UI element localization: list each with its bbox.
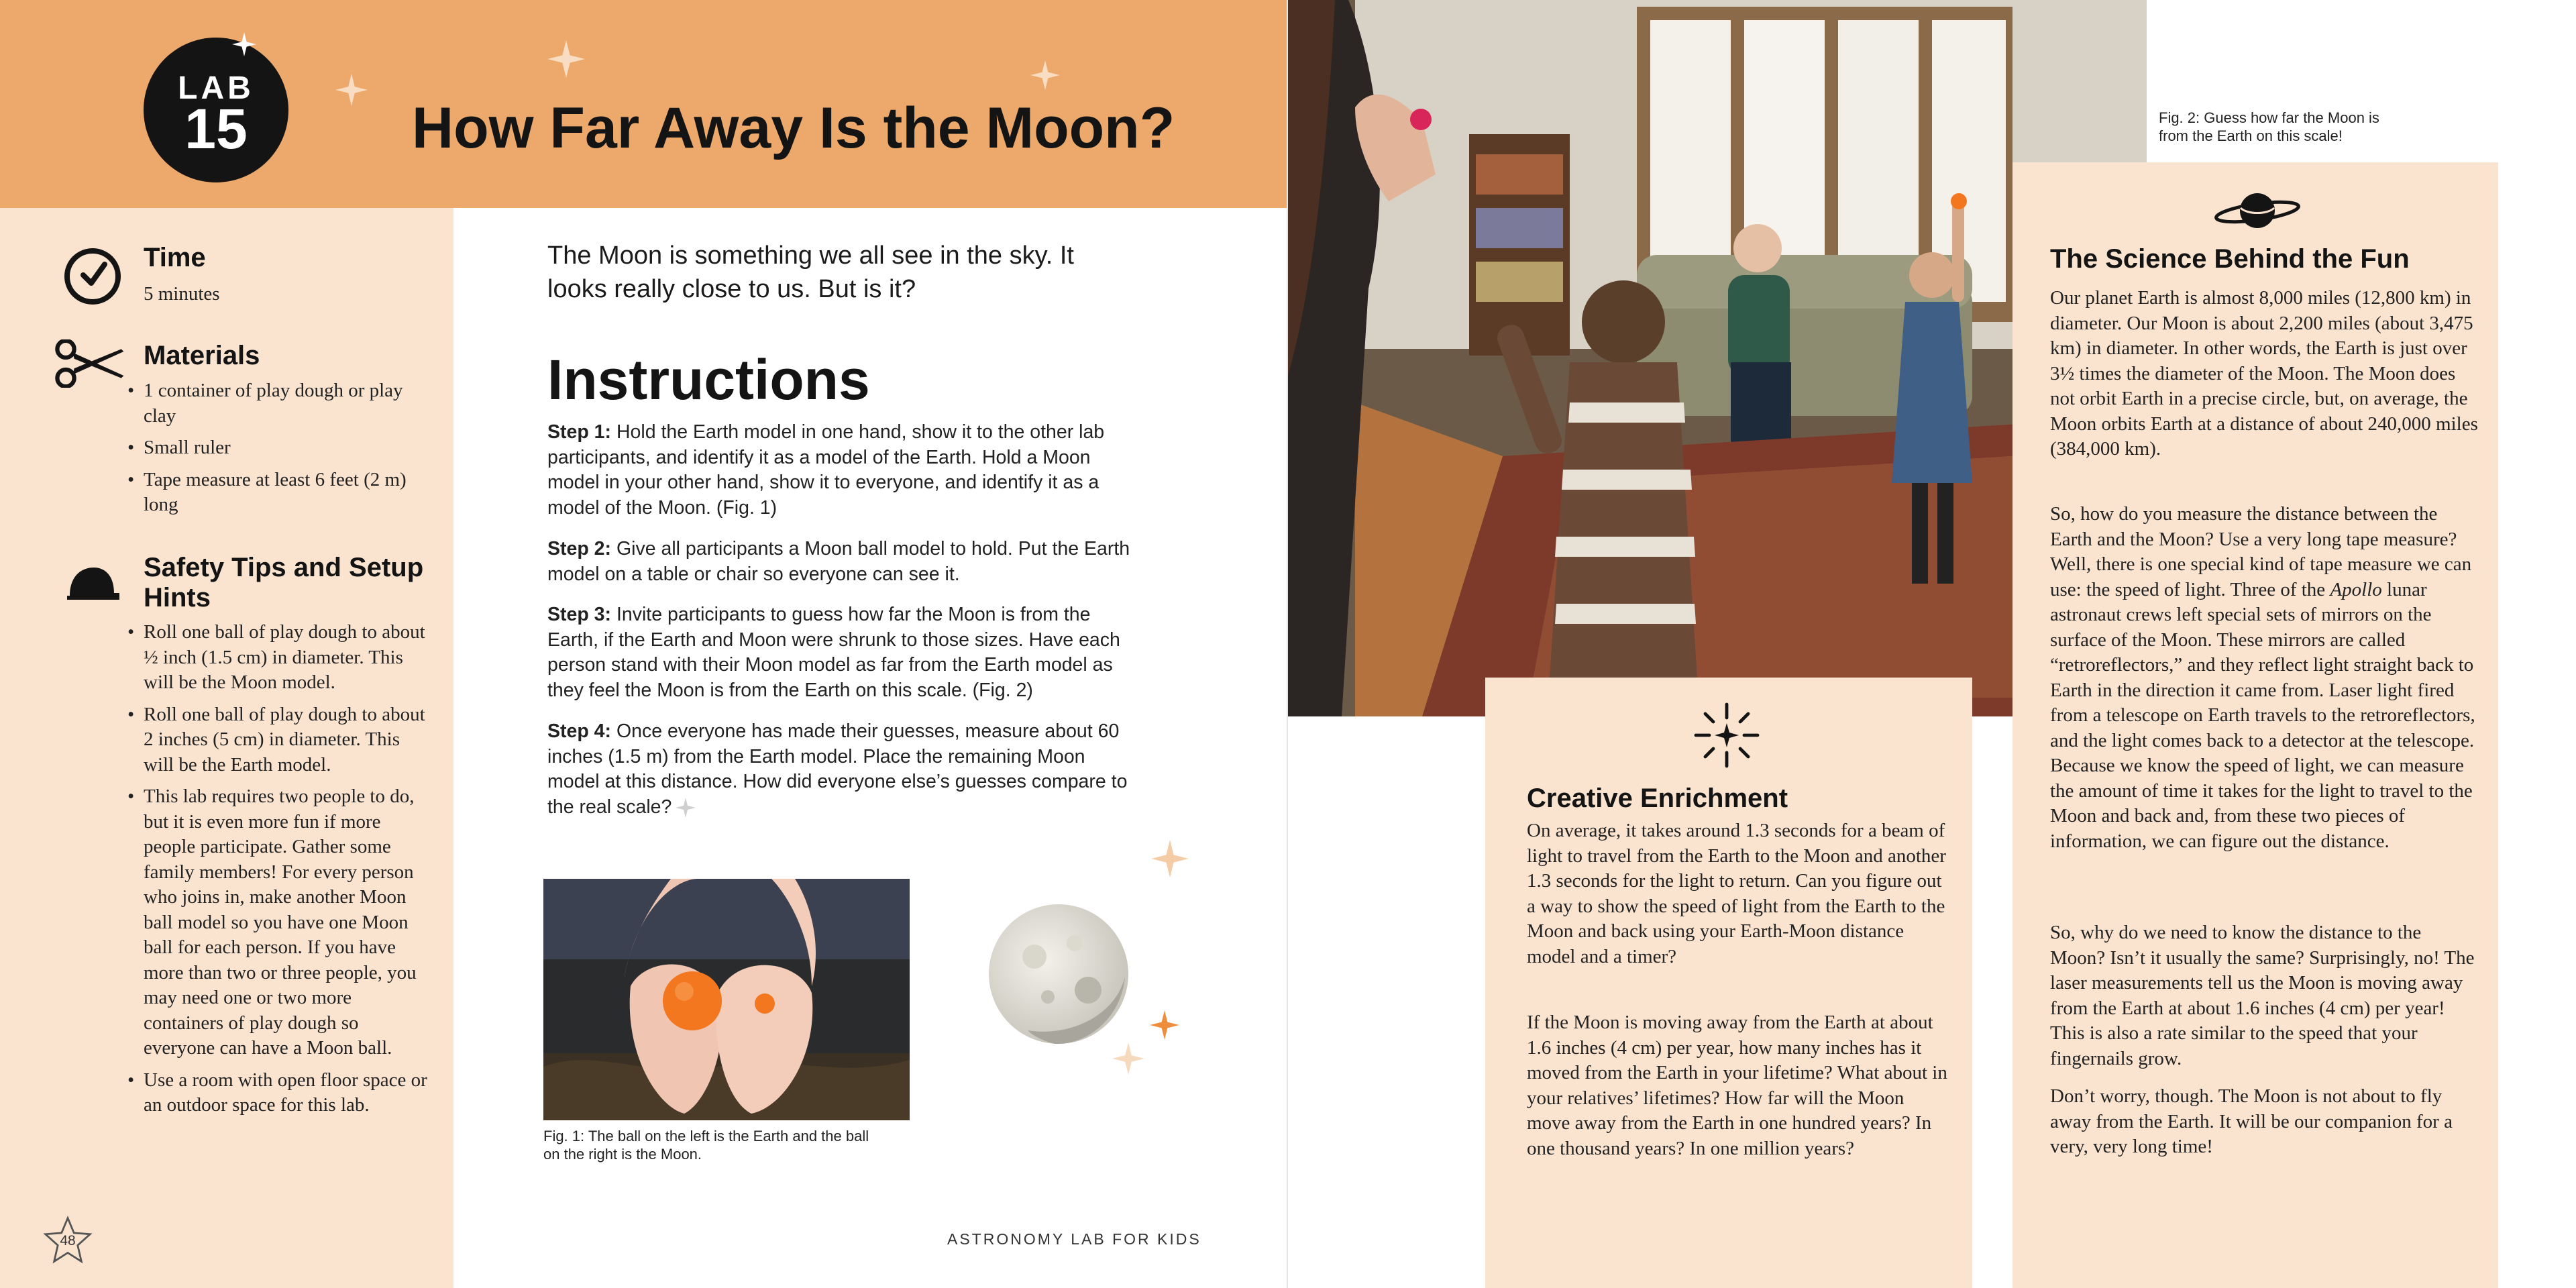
hands-with-play-dough-image — [543, 879, 910, 1120]
step-label: Step 4: — [547, 720, 612, 742]
list-item: • Tape measure at least 6 feet (2 m) long — [126, 468, 435, 518]
time-value: 5 minutes — [144, 283, 220, 305]
book-footer: ASTRONOMY LAB FOR KIDS — [947, 1230, 1201, 1248]
science-text: So, how do you measure the distance between the Earth and the Moon? Use a very long tape measure? Well, there is one special kind of tape measure we can use: the speed of light. Three of the — [2050, 503, 2472, 600]
creative-enrichment-box — [1485, 678, 1972, 1288]
hard-hat-icon — [64, 564, 121, 604]
moon-illustration — [987, 903, 1130, 1045]
step-text: Invite participants to guess how far the Moon is from the Earth, if the Earth and Moon were shrunk to those sizes. Have each person stand with their Moon model as far from the Earth model as they feel the Moon is from the Earth on this scale. (Fig. 2) — [547, 604, 1120, 701]
enrichment-paragraph: If the Moon is moving away from the Earth at about 1.6 inches (4 cm) per year, how many inches has it moved from the Earth in your lifetime? What about in your relatives’ lifetimes? How far will the Moon move away from the Earth in one hundred years? In one thousand years? In one million years? — [1527, 1012, 1947, 1159]
intro-text: The Moon is something we all see in the sky. It looks really close to us. But is it? — [547, 241, 1074, 303]
list-item: • 1 container of play dough or play clay — [126, 378, 435, 429]
safety-list — [126, 620, 435, 1125]
science-paragraph: Our planet Earth is almost 8,000 miles (12,800 km) in diameter. Our Moon is about 2,200 miles (about 3,475 km) in diameter. In other words, the Earth is just over 3½ times the diameter of the Moon. The Moon does not orbit Earth in a precise circle, but, on average, the Moon orbits Earth at a distance of about 240,000 miles (384,000 km). — [2050, 287, 2478, 460]
clock-icon — [62, 246, 123, 307]
starburst-icon — [1693, 702, 1760, 769]
page-title: How Far Away Is the Moon? — [412, 96, 1175, 160]
right-page — [1288, 0, 2576, 1288]
list-item: • Roll one ball of play dough to about 2 inches (5 cm) in diameter. This will be the Earth model. — [126, 702, 435, 778]
scissors-icon — [54, 339, 126, 388]
sparkle-icon — [232, 32, 256, 56]
time-heading: Time — [144, 243, 206, 272]
sparkle-icon — [335, 74, 368, 106]
step-4 — [547, 719, 1131, 820]
list-item: • This lab requires two people to do, but it is even more fun if more people participate. Gather some family members! For every person who joins in, make another Moon ball model so you have one Moon ball for each person. If you have more than two or three people, you may need one or two more containers of play dough so everyone can have a Moon ball. — [126, 784, 435, 1061]
header-band — [0, 0, 1288, 208]
list-item: • Small ruler — [126, 435, 435, 461]
materials-list — [126, 378, 435, 525]
safety-heading: Safety Tips and Setup Hints — [144, 553, 424, 612]
step-label: Step 3: — [547, 604, 612, 625]
enrichment-paragraph: On average, it takes around 1.3 seconds for a beam of light to travel from the Earth to the Moon and another 1.3 seconds for the light to return. Can you figure out a way to show the speed of light from the Earth to the Moon and back using your Earth-Moon distance model and a timer? — [1527, 820, 1946, 967]
sidebar — [0, 208, 453, 1288]
list-item: • Use a room with open floor space or an outdoor space for this lab. — [126, 1068, 435, 1118]
science-paragraph: So, why do we need to know the distance to the Moon? Isn’t it usually the same? Surprisingly, no! The laser measurements tell us the Moon is moving away from the Earth at about 1.6 inches (4 cm) per year! This is also a rate similar to the speed that your fingernails grow. — [2050, 922, 2475, 1069]
lab-badge — [144, 38, 288, 182]
step-2 — [547, 537, 1131, 587]
science-paragraph — [2050, 502, 2479, 854]
science-heading: The Science Behind the Fun — [2050, 244, 2410, 274]
sparkle-icon — [1112, 1042, 1144, 1075]
page-number: 48 — [60, 1233, 76, 1248]
science-box — [2012, 162, 2498, 1288]
page-number-badge — [43, 1216, 93, 1265]
fig2-caption: Fig. 2: Guess how far the Moon is from the Earth on this scale! — [2159, 109, 2379, 144]
science-text: lunar astronaut crews left special sets of mirrors on the surface of the Moon. These mirrors are called “retroreflectors,” and they reflect light straight back to Earth in the direction it came from. Laser light fired from a telescope on Earth travels to the retroreflectors, and the light comes back to a detector at the telescope. Because we know the speed of light, we can measure the amount of time it takes for the light to travel to the Moon and back and, from these two pieces of information, we can figure out the distance. — [2050, 578, 2475, 852]
ringed-planet-icon — [2214, 182, 2301, 239]
list-item: • Roll one ball of play dough to about ½ inch (1.5 cm) in diameter. This will be the Moon model. — [126, 620, 435, 696]
sparkle-icon — [1150, 1010, 1179, 1040]
enrichment-heading: Creative Enrichment — [1527, 784, 1788, 813]
step-label: Step 1: — [547, 421, 612, 443]
sparkle-icon — [547, 40, 585, 78]
science-paragraph: Don’t worry, though. The Moon is not about to fly away from the Earth. It will be our companion for a very, very long time! — [2050, 1085, 2453, 1157]
step-1 — [547, 420, 1131, 521]
lab-badge-number: 15 — [184, 97, 248, 160]
step-3 — [547, 602, 1131, 703]
sparkle-icon — [1030, 60, 1060, 90]
step-text: Hold the Earth model in one hand, show it to the other lab participants, and identify it as a model of the Earth. Hold a Moon model in your other hand, show it to everyone, and identify it as a model of the Moon. (Fig. 1) — [547, 421, 1105, 519]
step-text: Give all participants a Moon ball model to hold. Put the Earth model on a table or chair so everyone can see it. — [547, 538, 1130, 585]
fig1-photo — [543, 879, 910, 1120]
instructions-heading: Instructions — [547, 348, 870, 411]
materials-heading: Materials — [144, 341, 260, 370]
lab-badge-word: LAB — [178, 70, 254, 106]
fig1-caption: Fig. 1: The ball on the left is the Earth and the ball on the right is the Moon. — [543, 1128, 869, 1163]
sparkle-icon — [1151, 840, 1189, 877]
sparkle-icon — [676, 798, 696, 818]
science-italic: Apollo — [2330, 578, 2382, 600]
step-label: Step 2: — [547, 538, 612, 559]
step-text: Once everyone has made their guesses, measure about 60 inches (1.5 m) from the Earth model. Place the remaining Moon model at this distance. How did everyone else’s guesses compare to the real scale? — [547, 720, 1128, 818]
